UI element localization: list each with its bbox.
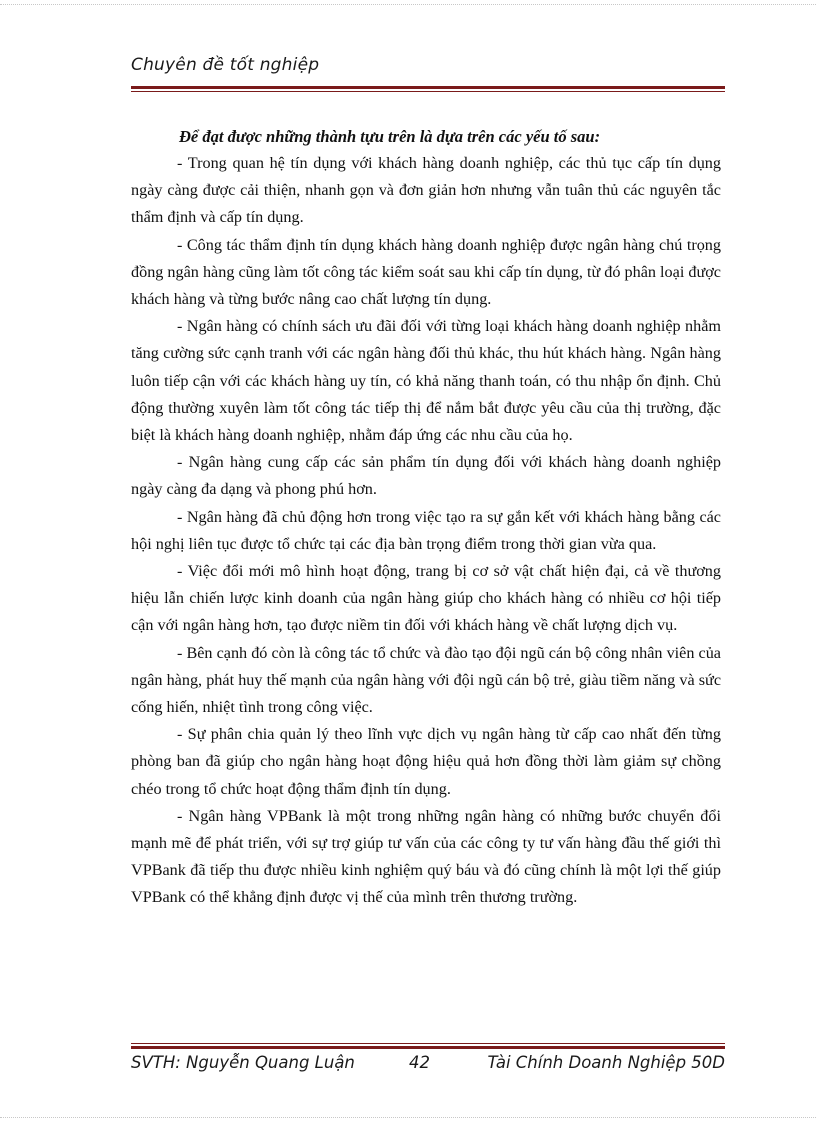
- header-title: Chuyên đề tốt nghiệp: [131, 55, 320, 75]
- page-top-border: [0, 4, 816, 5]
- footer-department: Tài Chính Doanh Nghiệp 50D: [487, 1053, 725, 1072]
- footer-author: SVTH: Nguyễn Quang Luận: [131, 1053, 355, 1072]
- paragraph-1: - Trong quan hệ tín dụng với khách hàng doanh nghiệp, các thủ tục cấp tín dụng ngày càng được cải thiện, nhanh gọn và đơn giản hơn nhưng vẫn tuân thủ các nguyên tắc thẩm định và cấp tín dụng.: [131, 154, 721, 227]
- section-heading: Để đạt được những thành tựu trên là dựa trên các yếu tố sau:: [179, 127, 601, 146]
- paragraph-6: - Việc đổi mới mô hình hoạt động, trang bị cơ sở vật chất hiện đại, cả về thương hiệu lẫn chiến lược kinh doanh của ngân hàng giúp cho khách hàng có nhiều cơ hội tiếp cận với ngân hàng hơn, tạo được niềm tin đối với khách hàng về chất lượng dịch vụ.: [131, 562, 721, 635]
- paragraph-5: - Ngân hàng đã chủ động hơn trong việc tạo ra sự gắn kết với khách hàng bằng các hội nghị liên tục được tổ chức tại các địa bàn trọng điểm trong thời gian vừa qua.: [131, 507, 721, 553]
- footer-page-number: 42: [409, 1053, 430, 1072]
- footer-rule-thick: [131, 1046, 725, 1049]
- header-rule-thick: [131, 86, 725, 89]
- paragraph-9: - Ngân hàng VPBank là một trong những ngân hàng có những bước chuyển đổi mạnh mẽ để phát triển, với sự trợ giúp tư vấn của các công ty tư vấn hàng đầu thế giới thì VPBank đã tiếp thu được nhiều kinh nghiệm quý báu và đó cũng chính là một lợi thế giúp VPBank có thể khẳng định được vị thế của mình trên thương trường.: [131, 806, 721, 907]
- paragraph-4: - Ngân hàng cung cấp các sản phẩm tín dụng đối với khách hàng doanh nghiệp ngày càng đa dạng và phong phú hơn.: [131, 453, 721, 499]
- document-body: [131, 123, 721, 912]
- paragraph-3: - Ngân hàng có chính sách ưu đãi đối với từng loại khách hàng doanh nghiệp nhằm tăng cường sức cạnh tranh với các ngân hàng đối thủ khác, thu hút khách hàng. Ngân hàng luôn tiếp cận với các khách hàng uy tín, có khả năng thanh toán, có thu nhập ổn định. Chủ động thường xuyên làm tốt công tác tiếp thị để nắm bắt được yêu cầu của thị trường, đặc biệt là khách hàng doanh nghiệp, nhằm đáp ứng các nhu cầu của họ.: [131, 317, 721, 445]
- page-bottom-border: [0, 1117, 816, 1118]
- header-rule-thin: [131, 91, 725, 92]
- footer-rule-thin: [131, 1043, 725, 1044]
- paragraph-7: - Bên cạnh đó còn là công tác tổ chức và đào tạo đội ngũ cán bộ công nhân viên của ngân hàng, phát huy thế mạnh của ngân hàng với đội ngũ cán bộ trẻ, giàu tiềm năng và sức cống hiến, nhiệt tình trong công việc.: [131, 643, 721, 717]
- footer: [131, 1053, 725, 1079]
- paragraph-8: - Sự phân chia quản lý theo lĩnh vực dịch vụ ngân hàng từ cấp cao nhất đến từng phòng ban đã giúp cho ngân hàng hoạt động hiệu quả hơn đồng thời làm giảm sự chồng chéo trong tổ chức hoạt động thẩm định tín dụng.: [131, 725, 721, 798]
- paragraph-2: - Công tác thẩm định tín dụng khách hàng doanh nghiệp được ngân hàng chú trọng đồng ngân hàng cũng làm tốt công tác kiểm soát sau khi cấp tín dụng, từ đó phân loại được khách hàng và từng bước nâng cao chất lượng tín dụng.: [131, 235, 721, 309]
